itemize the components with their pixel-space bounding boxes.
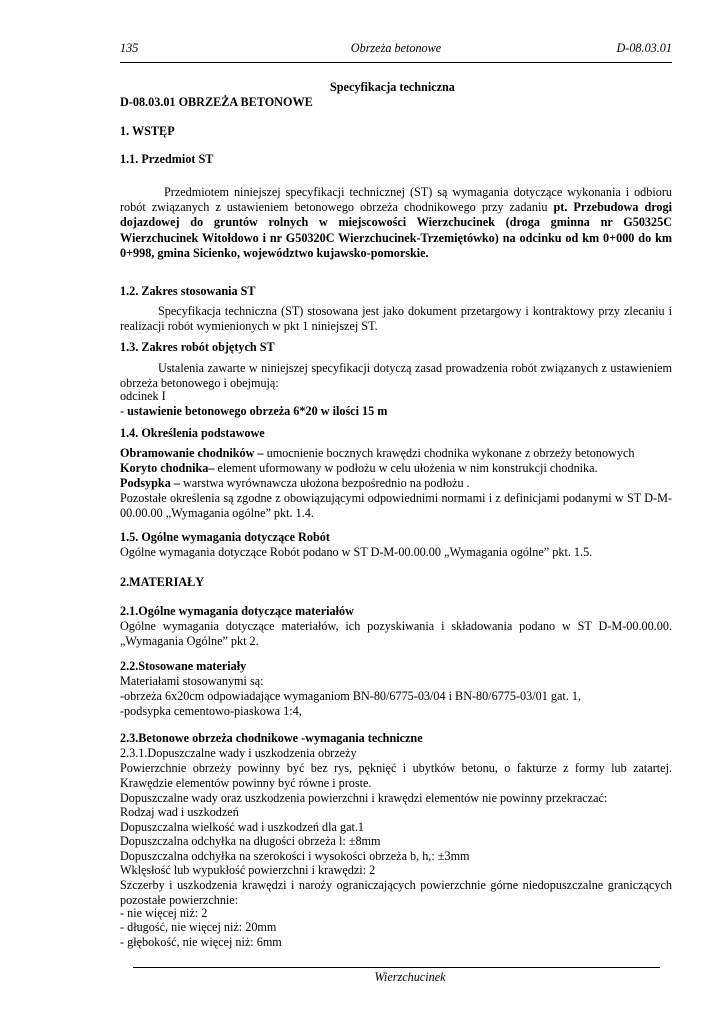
definition-1-term: Obramowanie chodników – [120,446,267,460]
spec-title: D-08.03.01 OBRZEŻA BETONOWE [120,95,313,109]
section-1-2-heading: 1.2. Zakres stosowania ST [120,284,256,298]
section-1-1-text [120,185,672,261]
materials-line-1: Materiałami stosowanymi są: [120,674,264,688]
defect-line-4: Dopuszczalna odchyłka na szerokości i wysokości obrzeża b, h,: ±3mm [120,849,470,863]
defect-line-3: Dopuszczalna odchyłka na długości obrzeża l: ±8mm [120,834,381,848]
defect-line-5: Wklęsłość lub wypukłość powierzchni i krawędzi: 2 [120,863,376,877]
header-divider [120,62,672,63]
limit-line-1: - nie więcej niż: 2 [120,906,208,920]
section-2-3-p1: Powierzchnie obrzeży powinny być bez rys, pęknięć i ubytków betonu, o fakturze z formy lub zatartej. Krawędzie elementów powinny być równe i proste. [120,761,672,791]
definition-3 [120,476,672,491]
section-2-2-heading: 2.2.Stosowane materiały [120,659,247,673]
definition-3-term: Podsypka – [120,476,183,490]
definition-2-term: Koryto chodnika– [120,461,218,475]
section-2-3-heading: 2.3.Betonowe obrzeża chodnikowe -wymagania techniczne [120,731,423,745]
page-header [120,41,672,57]
section-2-heading: 2.MATERIAŁY [120,575,205,589]
header-code: D-08.03.01 [616,41,672,55]
section-2-3-1-heading: 2.3.1.Dopuszczalne wady i uszkodzenia obrzeży [120,746,357,760]
section-2-3-p2: Dopuszczalne wady oraz uszkodzenia powierzchni i krawędzi elementów nie powinny przekraczać: [120,791,608,805]
section-1-1-heading: 1.1. Przedmiot ST [120,152,214,166]
limit-line-3: - głębokość, nie więcej niż: 6mm [120,935,282,949]
section-2-1-text: Ogólne wymagania dotyczące materiałów, ich pozyskiwania i składowania podano w ST D-M-00.00.00. „Wymagania Ogólne” pkt 2. [120,619,672,649]
section-1-3-line: odcinek I [120,389,166,403]
section-1-1-text-project: pt. Przebudowa drogi dojazdowej do gruntów rolnych w miejscowości Wierzchucinek (droga gminna nr G50325C Wierzchucinek Witołdowo i nr G50320C Wierzchucinek-Trzemiętówko) na odcinku od km 0+000 do km 0+998, gmina Sicienko, województwo kujawsko-pomorskie. [120,200,673,260]
definition-2-text: element uformowany w podłożu w celu ułożenia w nim konstrukcji chodnika. [217,461,598,475]
section-1-5-text: Ogólne wymagania dotyczące Robót podano w ST D-M-00.00.00 „Wymagania ogólne” pkt. 1.5. [120,545,593,559]
page-number: 135 [120,41,139,55]
defect-line-2: Dopuszczalna wielkość wad i uszkodzeń dla gat.1 [120,820,365,834]
definition-2 [120,461,672,476]
footer-divider [133,967,660,968]
section-1-4-other: Pozostałe określenia są zgodne z obowiązującymi odpowiednimi normami i z definicjami podanymi w ST D-M-00.00.00 „Wymagania ogólne” pkt. 1.4. [120,491,672,521]
definition-1-text: umocnienie bocznych krawędzi chodnika wykonane z obrzeży betonowych [266,446,635,460]
definition-3-text: warstwa wyrównawcza ułożona bezpośrednio na podłożu . [183,476,470,490]
section-1-3-bullet [120,404,672,419]
section-2-1-heading: 2.1.Ogólne wymagania dotyczące materiałów [120,604,354,618]
section-1-5-heading: 1.5. Ogólne wymagania dotyczące Robót [120,530,330,544]
doc-title: Specyfikacja techniczna [330,80,455,94]
footer-text: Wierzchucinek [374,970,446,984]
bullet-text: ustawienie betonowego obrzeża 6*20 w ilości 15 m [127,404,388,418]
materials-line-2: -obrzeża 6x20cm odpowiadające wymaganiom BN-80/6775-03/04 i BN-80/6775-03/01 gat. 1, [120,689,581,703]
section-1-3-text: Ustalenia zawarte w niniejszej specyfikacji dotyczą zasad prowadzenia robót związanych z ustawieniem obrzeża betonowego i obejmują: [120,361,672,391]
section-1-heading: 1. WSTĘP [120,124,175,138]
section-1-2-text: Specyfikacja techniczna (ST) stosowana jest jako dokument przetargowy i kontraktowy przy zlecaniu i realizacji robót wymienionych w pkt 1 niniejszej ST. [120,304,672,334]
defect-line-1: Rodzaj wad i uszkodzeń [120,805,239,819]
materials-line-3: -podsypka cementowo-piaskowa 1:4, [120,704,302,718]
header-title: Obrzeża betonowe [350,41,442,55]
section-1-4-heading: 1.4. Określenia podstawowe [120,426,265,440]
section-2-3-p3: Szczerby i uszkodzenia krawędzi i naroży ograniczających powierzchnie górne niedopuszczalne graniczących pozostałe powierzchnie: [120,878,672,908]
bullet-dash: - [120,404,128,418]
section-1-1-text-main: Przedmiotem niniejszej specyfikacji technicznej (ST) są wymagania dotyczące wykonania i odbioru robót związanych z ustawieniem betonowego obrzeża chodnikowego przy zadaniu [120,185,672,215]
limit-line-2: - długość, nie więcej niż: 20mm [120,920,277,934]
definition-1 [120,446,672,461]
section-1-3-heading: 1.3. Zakres robót objętych ST [120,340,275,354]
